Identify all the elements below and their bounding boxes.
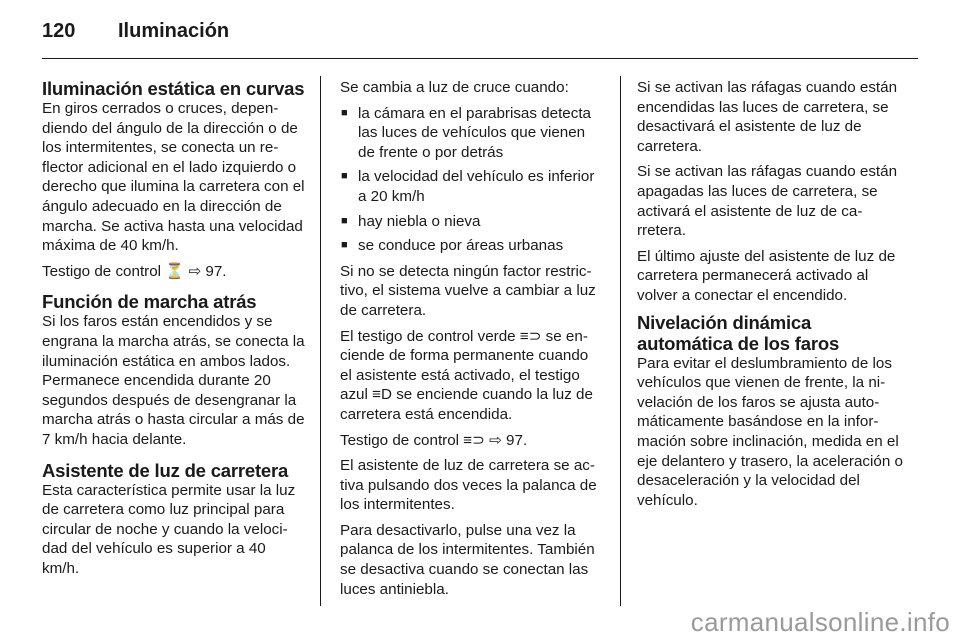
list-item: ■ se conduce por áreas urbanas	[340, 236, 604, 256]
paragraph: Para desactivarlo, pulse una vez la palanca de los intermitentes. También se desactiva cuando se conectan las luces antiniebla.	[340, 521, 595, 598]
high-beam-assist-icon: ≡⊃	[519, 327, 542, 345]
text: Testigo de control	[42, 262, 162, 280]
text: Testigo de control	[340, 431, 460, 449]
paragraph	[340, 431, 604, 451]
list-item: ■ la cámara en el parabrisas detecta las luces de vehículos que vienen de frente o por detrás	[340, 104, 604, 163]
column-divider	[620, 76, 621, 606]
text: se enciende de forma permanente cuando el asistente está activado, el testigo azul	[340, 327, 589, 404]
section-heading: Asistente de luz de carretera	[42, 459, 289, 481]
paragraph: En giros cerrados o cruces, dependiendo del ángulo de la dirección o de los intermitentes, se conecta un reflector adicional en el lado izquierdo o derecho que ilumina la carretera con el ángulo adecuado en la dirección de marcha. Se activa hasta una velocidad máxima de 40 km/h.	[42, 100, 305, 255]
paragraph: Para evitar el deslumbramiento de los vehículos que vienen de frente, la nivelación de los faros se ajusta automáticamente basándose en la información sobre inclinación, medida en el eje delantero y trasero, la aceleración o desaceleración y la velocidad del vehículo.	[637, 354, 903, 509]
text: se enciende cuando la luz de carretera está encendida.	[340, 386, 593, 423]
section-reverse	[42, 291, 306, 449]
page-reference-link[interactable]: ⇨ 97.	[489, 431, 528, 449]
list-item: ■ hay niebla o nieva	[340, 212, 604, 232]
paragraph: Si los faros están encendidos y se engrana la marcha atrás, se conecta la iluminación estática en ambos lados. Permanece encendida durante 20 segundos después de desengranar la marcha atrás o hasta circular a más de 7 km/h hacia delante.	[42, 313, 305, 448]
cornering-light-icon: ⏳	[165, 262, 185, 280]
paragraph: Si no se detecta ningún factor restrictivo, el sistema vuelve a cambiar a luz de carretera.	[340, 262, 596, 319]
column-1	[42, 78, 306, 584]
section-high-beam-assist	[42, 460, 306, 579]
paragraph: Si se activan las ráfagas cuando están encendidas las luces de carretera, se desactivará el asistente de luz de carretera.	[637, 79, 898, 155]
section-heading: Función de marcha atrás	[42, 291, 257, 313]
paragraph: Si se activan las ráfagas cuando están apagadas las luces de carretera, se activará el asistente de luz de carretera.	[637, 163, 898, 240]
column-3	[637, 78, 903, 516]
section-headlight-leveling	[637, 312, 903, 511]
column-2	[340, 78, 604, 605]
watermark: carmanualsonline.info	[690, 607, 950, 637]
text: El testigo de control verde	[340, 327, 516, 345]
page-number: 120	[42, 20, 76, 42]
header-divider	[42, 58, 918, 59]
column-divider	[320, 76, 321, 606]
section-static-cornering	[42, 78, 306, 281]
page-title: Iluminación	[118, 20, 230, 42]
page-header	[42, 14, 918, 50]
section-heading: Nivelación dinámica automática de los faros	[637, 311, 840, 354]
paragraph: El último ajuste del asistente de luz de carretera permanecerá activado al volver a conectar el encendido.	[637, 247, 896, 304]
high-beam-assist-icon: ≡⊃	[463, 431, 485, 449]
list-item: ■ la velocidad del vehículo es inferior a 20 km/h	[340, 167, 604, 206]
paragraph	[42, 262, 306, 282]
page-reference-link[interactable]: ⇨ 97.	[188, 262, 227, 280]
paragraph	[340, 327, 604, 425]
section-heading: Iluminación estática en curvas	[42, 78, 305, 99]
paragraph: Esta característica permite usar la luz de carretera como luz principal para circular de noche y cuando la velocidad del vehículo es superior a 40 km/h.	[42, 481, 296, 577]
paragraph: El asistente de luz de carretera se activa pulsando dos veces la palanca de los intermitentes.	[340, 457, 597, 514]
paragraph: Se cambia a luz de cruce cuando:	[340, 79, 569, 96]
bullet-list	[340, 104, 604, 256]
high-beam-icon: ≡D	[372, 386, 392, 404]
